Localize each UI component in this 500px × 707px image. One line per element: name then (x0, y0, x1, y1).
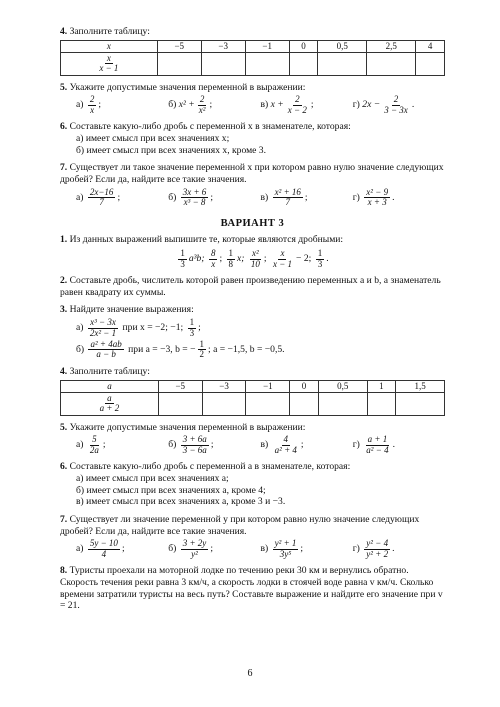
option-tail: ; (210, 543, 213, 555)
fraction-numerator: 1 (317, 248, 323, 259)
table-cell[interactable] (289, 52, 318, 75)
fraction-denominator: 3 (180, 258, 185, 269)
fraction-denominator: x − 1 (272, 258, 293, 269)
row-label-fraction (61, 52, 158, 75)
subitem-a: а) имеет смысл при всех значениях x; (76, 132, 230, 144)
fraction-numerator: 1 (199, 339, 205, 350)
fraction-denominator: a − b (96, 349, 116, 360)
option-tail: ; (121, 543, 125, 555)
task-text: Существует ли значение переменной y при котором равно нулю значение следующих дробей? Если да, найдите все такие значения. (60, 514, 420, 537)
fraction-denominator: y² (191, 548, 198, 559)
fraction-denominator: 2x² − 1 (89, 327, 117, 338)
option-tail: ; (210, 439, 214, 451)
option-label: б) (76, 344, 85, 356)
fraction-denominator: 8 (228, 258, 234, 269)
fraction-denominator: x² (198, 104, 206, 115)
table-cell: −5 (158, 380, 202, 392)
fraction-denominator: x (211, 258, 216, 269)
table-cell: −3 (201, 40, 245, 52)
task-number: 3. (60, 304, 68, 316)
answer-options (60, 95, 445, 115)
option-b (168, 435, 260, 455)
option-a (76, 188, 168, 208)
fraction-denominator: 2a (89, 444, 99, 455)
table-cell[interactable] (318, 52, 367, 75)
task-6 (60, 461, 445, 508)
fraction-numerator: 5 (92, 434, 97, 445)
variant-title: ВАРИАНТ 3 (220, 217, 285, 229)
answer-options (60, 188, 445, 208)
page-number: 6 (247, 668, 253, 679)
option-a (76, 95, 168, 115)
fraction-numerator: 8 (210, 248, 216, 259)
table-cell: 0 (290, 380, 319, 392)
option-g (353, 188, 445, 208)
task-number: 1. (60, 234, 68, 246)
option-g (353, 539, 445, 559)
fraction-denominator: x³ − 8 (183, 197, 206, 208)
table-cell: 1 (367, 380, 396, 392)
task-5-prev (60, 82, 445, 116)
option-label: г) (352, 191, 360, 203)
option-label: г) (352, 543, 360, 555)
option-label: а) (76, 322, 84, 334)
option-label: а) (76, 543, 84, 555)
option-tail: . (392, 439, 395, 451)
task-3 (60, 304, 445, 359)
table-cell: −5 (157, 40, 201, 52)
table-cell: x (61, 40, 158, 52)
option-label: в) (260, 99, 269, 111)
task-6-prev (60, 121, 445, 156)
task-number: 8. (60, 565, 68, 577)
task-number: 2. (60, 275, 68, 287)
option-label: а) (76, 191, 84, 203)
subitem-a: а) имеет смысл при всех значениях a; (76, 472, 229, 484)
option-c (261, 188, 353, 208)
option-label: в) (260, 543, 269, 555)
task-text: Укажите допустимые значения переменной в выражении: (69, 421, 306, 433)
fraction-numerator: 4 (283, 434, 289, 445)
expression-tail: a³b; (188, 253, 205, 265)
option-c (261, 95, 353, 115)
task-text: Заполните таблицу: (69, 26, 150, 37)
task-4 (60, 366, 445, 416)
fraction-denominator: 7 (285, 197, 291, 208)
option-label: б) (168, 439, 177, 451)
table-cell: 1,5 (396, 380, 445, 392)
option-tail: ; (304, 191, 308, 203)
task-7-prev (60, 162, 445, 207)
task-text: Заполните таблицу: (69, 365, 150, 377)
fraction-numerator: x² + 16 (274, 186, 301, 197)
fraction-numerator: y² + 1 (274, 538, 297, 549)
expression-prefix: x + (270, 99, 284, 111)
fraction-numerator: a (107, 392, 112, 403)
table-cell[interactable] (416, 52, 445, 75)
fraction-numerator: 1 (189, 317, 195, 328)
fraction-denominator: a² + 4 (274, 444, 297, 455)
task-number: 5. (60, 81, 68, 93)
option-label: в) (260, 439, 269, 451)
fraction-denominator: a + 2 (99, 403, 120, 414)
fraction-numerator: 5y − 10 (89, 538, 118, 549)
task-number: 7. (60, 514, 68, 525)
values-table (60, 40, 445, 76)
table-cell: 4 (416, 40, 445, 52)
fraction-denominator: x − 1 (99, 63, 119, 74)
table-cell[interactable] (202, 392, 246, 415)
table-cell: 0,5 (318, 40, 367, 52)
fraction-numerator: 1 (228, 248, 234, 259)
table-cell: −3 (202, 380, 246, 392)
table-cell: 0,5 (318, 380, 367, 392)
table-cell: 2,5 (367, 40, 416, 52)
fraction-numerator: 2x−16 (89, 186, 114, 197)
table-cell[interactable] (245, 52, 289, 75)
option-tail: . (392, 191, 395, 203)
values-table (60, 380, 445, 416)
fraction-numerator: a + 1 (367, 434, 388, 445)
fraction-numerator: x (280, 248, 285, 259)
option-tail: . (392, 543, 395, 555)
option-g (353, 435, 445, 455)
condition-text: при x = −2; −1; (122, 322, 184, 334)
task-7 (60, 514, 445, 559)
expression-list (60, 249, 445, 269)
table-cell[interactable] (246, 392, 290, 415)
expression-tail: − 2; (296, 253, 312, 265)
table-cell: −1 (245, 40, 289, 52)
option-b (168, 95, 260, 115)
task-4-prev (60, 26, 445, 76)
option-b (168, 188, 260, 208)
task-text: Составьте какую-либо дробь с переменной a в знаменателе, которая: (69, 461, 351, 473)
option-label: а) (76, 439, 84, 451)
subitem-b (60, 340, 445, 360)
option-c (261, 539, 353, 559)
fraction-numerator: 3x + 6 (182, 186, 207, 197)
task-number: 7. (60, 162, 68, 174)
task-text: Составьте дробь, числитель которой равен произведению переменных a и b, а знаменатель равен квадрату их суммы. (60, 275, 441, 298)
expression-tail: x; (237, 253, 245, 265)
expression-tail: . (326, 253, 329, 265)
expression-prefix: x² + (178, 99, 195, 111)
task-number: 6. (60, 461, 68, 473)
table-cell[interactable] (157, 52, 201, 75)
table-cell[interactable] (396, 392, 445, 415)
task-text: Составьте какую-либо дробь с переменной x в знаменателе, которая: (69, 121, 351, 133)
fraction-denominator: x − 2 (287, 104, 307, 115)
option-tail: ; (210, 191, 213, 203)
worksheet-page (60, 26, 445, 612)
fraction-denominator: 3y⁵ (279, 548, 292, 559)
table-cell[interactable] (158, 392, 202, 415)
subitem-c: в) имеет смысл при всех значениях a, кроме 3 и −3. (76, 496, 286, 508)
fraction-numerator: x (106, 52, 111, 63)
fraction-denominator: 10 (250, 258, 260, 269)
fraction-denominator: 4 (101, 548, 107, 559)
option-tail: ; (209, 99, 213, 111)
option-tail: ; (98, 99, 102, 111)
option-b (168, 539, 260, 559)
option-g (353, 95, 445, 115)
task-2 (60, 275, 445, 298)
option-a (76, 435, 168, 455)
task-text: Существует ли такое значение переменной x при котором равно нулю значение следующих дробей? Если да, найдите все такие значения. (60, 162, 444, 186)
expression-tail: ; (219, 253, 223, 265)
subitem-b: б) имеет смысл при всех значениях x, кроме 3. (76, 144, 266, 156)
fraction-numerator: a² + 4ab (90, 339, 122, 350)
task-number: 4. (60, 365, 68, 377)
option-label: а) (76, 99, 84, 111)
fraction-numerator: x² (252, 248, 259, 259)
fraction-numerator: 2 (199, 94, 205, 105)
subitem-a (60, 318, 445, 338)
task-number: 4. (60, 26, 68, 37)
table-row (61, 392, 445, 415)
fraction-denominator: 2 (199, 349, 205, 360)
option-tail: ; (117, 191, 121, 203)
task-text: Туристы проехали на моторной лодке по течению реки 30 км и вернулись обратно. Скорость течения реки равна 3 км/ч, а скорость лодки в стоячей воде равна v км/ч. Сколько времени затратили туристы на весь путь? Составьте выражение и найдите его значение при v = 21. (60, 565, 443, 612)
option-c (261, 435, 353, 455)
table-header-row (61, 380, 445, 392)
table-cell: 0 (289, 40, 318, 52)
table-cell[interactable] (201, 52, 245, 75)
option-label: г) (352, 99, 360, 111)
row-label-fraction (61, 392, 159, 415)
task-text: Из данных выражений выпишите те, которые являются дробными: (69, 234, 344, 246)
fraction-denominator: 7 (99, 197, 104, 208)
fraction-numerator: 1 (180, 248, 185, 259)
fraction-denominator: 3 − 6a (182, 444, 207, 455)
option-label: в) (260, 191, 269, 203)
subitem-b: б) имеет смысл при всех значениях a, кроме 4; (76, 484, 266, 496)
task-8 (60, 565, 445, 612)
table-header-row (61, 40, 445, 52)
fraction-numerator: 3 + 6a (182, 434, 207, 445)
condition-text: при a = −3, b = − (128, 344, 196, 356)
table-cell[interactable] (367, 392, 396, 415)
answer-options (60, 539, 445, 559)
task-number: 5. (60, 421, 68, 433)
fraction-numerator: 3 + 2y (182, 538, 207, 549)
fraction-denominator: y² + 2 (366, 548, 389, 559)
expression-prefix: 2x − (362, 99, 381, 111)
fraction-denominator: x + 3 (367, 197, 387, 208)
task-5 (60, 422, 445, 456)
fraction-denominator: 3 − 3x (384, 104, 408, 115)
task-text: Найдите значение выражения: (69, 304, 194, 316)
fraction-numerator: x² − 9 (366, 186, 389, 197)
option-a (76, 539, 168, 559)
fraction-numerator: 2 (295, 94, 300, 105)
fraction-denominator: 3 (189, 327, 195, 338)
option-label: б) (168, 191, 177, 203)
option-tail: ; (300, 439, 304, 451)
condition-tail: ; a = −1,5, b = −0,5. (208, 344, 285, 356)
option-tail: . (411, 99, 415, 111)
table-cell[interactable] (318, 392, 367, 415)
task-1 (60, 234, 445, 269)
table-cell[interactable] (367, 52, 416, 75)
table-cell[interactable] (290, 392, 319, 415)
option-label: г) (352, 439, 360, 451)
table-cell: −1 (246, 380, 290, 392)
answer-options (60, 435, 445, 455)
task-number: 6. (60, 121, 68, 133)
expression-tail: ; (263, 253, 267, 265)
option-tail: ; (300, 543, 304, 555)
fraction-numerator: y² − 4 (366, 538, 389, 549)
fraction-denominator: 3 (317, 258, 323, 269)
fraction-numerator: x³ − 3x (90, 317, 116, 328)
option-tail: ; (310, 99, 314, 111)
fraction-numerator: 2 (89, 94, 95, 105)
task-text: Укажите допустимые значения переменной в выражении: (69, 81, 306, 93)
option-label: б) (168, 543, 177, 555)
condition-tail: ; (198, 322, 201, 334)
table-cell: a (61, 380, 159, 392)
table-row (61, 52, 445, 75)
fraction-denominator: a² − 4 (366, 444, 389, 455)
option-tail: ; (102, 439, 106, 451)
fraction-denominator: x (90, 104, 95, 115)
option-label: б) (168, 99, 177, 111)
fraction-numerator: 2 (393, 94, 399, 105)
